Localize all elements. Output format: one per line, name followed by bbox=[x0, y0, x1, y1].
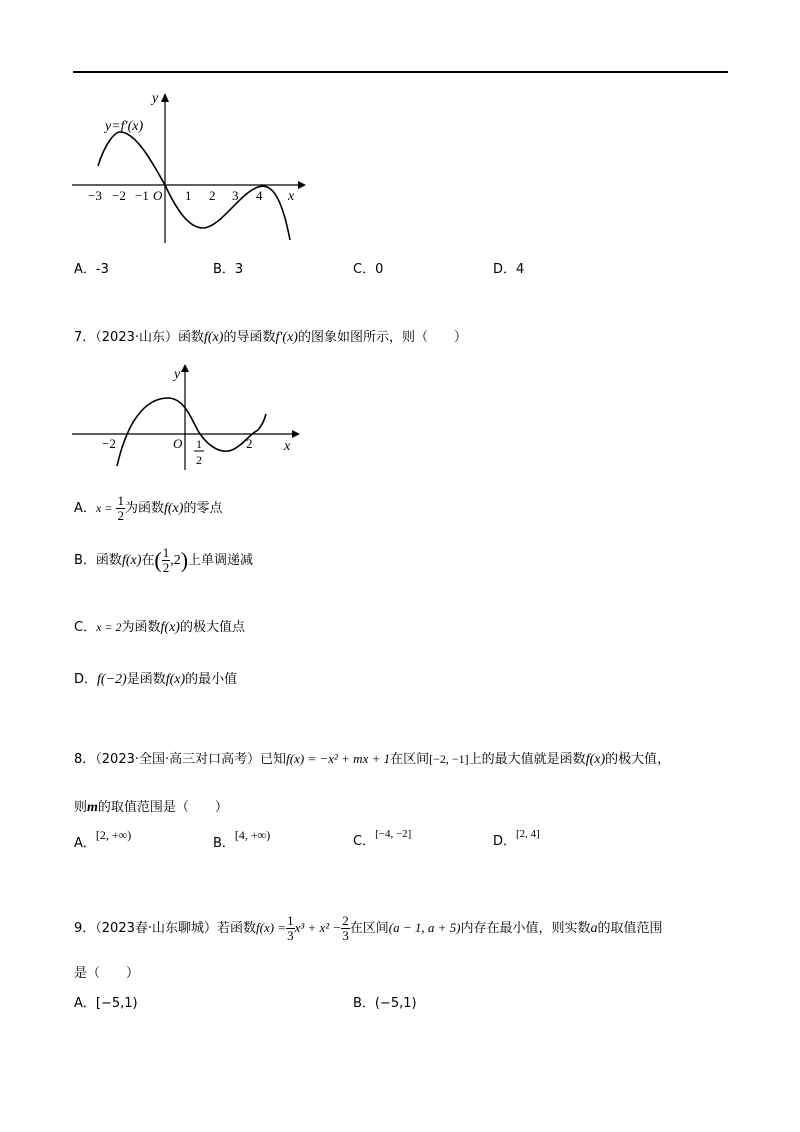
q6-tick-2: 2 bbox=[209, 188, 216, 203]
q6-graph-label: y=f′(x) bbox=[105, 119, 144, 134]
q6-option-d[interactable]: D．4 bbox=[493, 262, 525, 277]
q8-option-b[interactable]: B．[4, +∞) bbox=[213, 828, 271, 851]
q6-y-axis-label: y bbox=[152, 91, 159, 106]
q6-tick-1: 1 bbox=[185, 188, 192, 203]
q7-x-axis-label: x bbox=[284, 439, 291, 454]
q6-option-b[interactable]: B．3 bbox=[213, 262, 244, 277]
q7-derivative-graph bbox=[60, 362, 310, 472]
q6-tick-neg1: −1 bbox=[135, 188, 149, 203]
q7-tick-half-num: 1 bbox=[196, 437, 202, 451]
q6-tick-4: 4 bbox=[256, 188, 263, 203]
q8-option-d[interactable]: D．[2, 4] bbox=[493, 828, 540, 849]
q8-option-a[interactable]: A．[2, +∞) bbox=[74, 828, 132, 851]
q6-tick-neg3: −3 bbox=[88, 188, 102, 203]
q6-option-a[interactable]: A．-3 bbox=[74, 262, 109, 277]
q9-stem-line1: 9．（2023春·山东聊城）若函数f(x) = $\frac{1}{3}$ x³ + x² − $\frac{2}{3}$ 在区间(a − 1, a + 5)内存在最小值，则实数a的取值范围 bbox=[74, 913, 663, 943]
q7-option-c[interactable]: C．x = 2为函数f(x)的极大值点 bbox=[74, 620, 245, 635]
q8-option-c[interactable]: C．[−4, −2] bbox=[353, 828, 412, 849]
q7-tick-half-den: 2 bbox=[196, 453, 202, 467]
q7-tick-2: 2 bbox=[246, 436, 253, 451]
q7-origin-label: O bbox=[173, 436, 183, 451]
q6-x-axis-label: x bbox=[288, 189, 295, 204]
q6-origin-label: O bbox=[153, 188, 163, 203]
q7-option-b[interactable]: B．函数f(x)在( $\frac{1}{2}$ ,2)上单调递减 bbox=[74, 545, 254, 575]
q7-option-a[interactable]: A．x = $\frac{1}{2}$ 为函数f(x)的零点 bbox=[74, 493, 223, 523]
q6-option-c[interactable]: C．0 bbox=[353, 262, 384, 277]
q6-tick-neg2: −2 bbox=[112, 188, 126, 203]
q6-derivative-graph bbox=[60, 88, 310, 248]
q9-stem-line2: 是（ ） bbox=[74, 966, 140, 981]
q7-y-axis-label: y bbox=[174, 367, 181, 382]
q7-tick-neg2: −2 bbox=[102, 436, 116, 451]
q7-stem: 7．（2023·山东）函数f(x)的导函数f′(x)的图象如图所示，则（ ） bbox=[74, 330, 467, 345]
q8-stem-line1: 8．（2023·全国·高三对口高考）已知f(x) = −x² + mx + 1在区间[−2, −1]上的最大值就是函数f(x)的极大值， bbox=[74, 751, 671, 767]
q8-stem-line2: 则m的取值范围是（ ） bbox=[74, 800, 228, 815]
q9-option-a[interactable]: A．[−5,1) bbox=[74, 996, 138, 1011]
q6-tick-3: 3 bbox=[232, 188, 239, 203]
q9-option-b[interactable]: B．(−5,1) bbox=[353, 996, 417, 1011]
header-rule bbox=[73, 71, 728, 73]
q7-option-d[interactable]: D．f(−2)是函数f(x)的最小值 bbox=[74, 672, 238, 687]
